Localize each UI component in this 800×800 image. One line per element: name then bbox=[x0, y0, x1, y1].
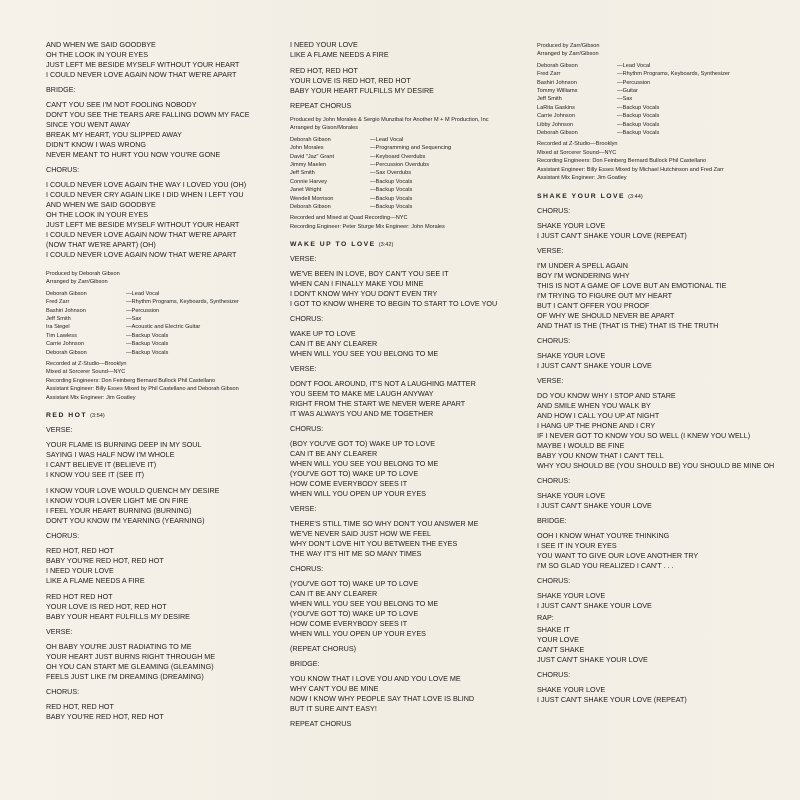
personnel-name: Deborah Gibson bbox=[290, 136, 331, 143]
text-line: NEVER MEANT TO HURT YOU NOW YOU'RE GONE bbox=[46, 150, 221, 159]
text-line: DON'T YOU KNOW I'M YEARNING (YEARNING) bbox=[46, 516, 205, 526]
section-label: CHORUS: bbox=[46, 531, 80, 541]
text-line: I NEED YOUR LOVE bbox=[290, 40, 358, 49]
text-line: SAYING I WAS HALF NOW I'M WHOLE bbox=[46, 450, 175, 460]
personnel-name: Jeff Smith bbox=[290, 170, 315, 177]
lyrics-block bbox=[46, 180, 282, 260]
section-label: VERSE: bbox=[46, 627, 73, 637]
personnel-role: —Percussion bbox=[617, 79, 651, 86]
section-label: CHORUS: bbox=[290, 314, 324, 324]
personnel-row bbox=[290, 161, 451, 169]
text-line: I KNOW YOU SEE IT (SEE IT) bbox=[46, 470, 144, 480]
section-label: RAP: bbox=[537, 612, 554, 622]
text-line: I COULD NEVER LOVE AGAIN THE WAY I LOVED YOU (OH) bbox=[46, 180, 247, 189]
text-line: AND THAT IS THE (THAT IS THE) THAT IS THE TRUTH bbox=[537, 320, 719, 330]
text-line: OOH I KNOW WHAT YOU'RE THINKING bbox=[537, 530, 670, 540]
lyrics-block bbox=[537, 491, 793, 511]
song-duration: (3:42) bbox=[378, 242, 394, 249]
text-line: I JUST CAN'T SHAKE YOUR LOVE (REPEAT) bbox=[537, 230, 687, 240]
personnel-row bbox=[290, 195, 451, 203]
personnel-role: —Rhythm Programs, Keyboards, Synthesizer bbox=[126, 299, 239, 306]
personnel-name: David "Jaz" Grant bbox=[290, 153, 335, 160]
text-line: Arranged by Zarr/Gibson bbox=[46, 279, 108, 286]
text-line: I COULD NEVER LOVE AGAIN NOW THAT WE'RE APART bbox=[46, 250, 237, 259]
text-line: IT WAS ALWAYS YOU AND ME TOGETHER bbox=[290, 409, 434, 419]
text-line: THIS IS NOT A GAME OF LOVE BUT AN EMOTIONAL TIE bbox=[537, 280, 727, 290]
song-title: RED HOT (3:54) bbox=[46, 412, 105, 420]
personnel-name: Deborah Gibson bbox=[290, 204, 331, 211]
text-line: CAN'T SHAKE bbox=[537, 644, 585, 654]
text-line: BOY I'M WONDERING WHY bbox=[537, 270, 630, 280]
personnel-role: —Sax bbox=[617, 96, 633, 103]
personnel-name: Tommy Williams bbox=[537, 88, 578, 95]
repeat-chorus: (REPEAT CHORUS) bbox=[290, 644, 357, 654]
text-line: Recording Engineers: Don Feinberg Bernard Bullock Phil Castellano bbox=[46, 377, 216, 384]
personnel-row bbox=[537, 95, 730, 103]
section-label: CHORUS: bbox=[537, 575, 571, 585]
text-line: RIGHT FROM THE START WE NEVER WERE APART bbox=[290, 399, 466, 409]
credits-block bbox=[537, 140, 793, 182]
text-line: FEELS JUST LIKE I'M DREAMING (DREAMING) bbox=[46, 672, 204, 682]
text-line: BABY YOU'RE RED HOT, RED HOT bbox=[46, 712, 164, 722]
text-line: JUST LEFT ME BESIDE MYSELF WITHOUT YOUR HEART bbox=[46, 60, 240, 69]
personnel-row bbox=[537, 112, 730, 120]
credits-block bbox=[46, 360, 282, 402]
lyrics-block bbox=[46, 546, 282, 586]
personnel-row bbox=[290, 144, 451, 152]
personnel-name: Jeff Smith bbox=[537, 96, 562, 103]
lyrics-block bbox=[537, 391, 793, 471]
personnel-role: —Backup Vocals bbox=[370, 187, 413, 194]
personnel-row bbox=[46, 298, 239, 306]
repeat-chorus: REPEAT CHORUS bbox=[290, 101, 352, 110]
section-label: VERSE: bbox=[537, 245, 564, 255]
text-line: I CAN'T BELIEVE IT (BELIEVE IT) bbox=[46, 460, 157, 470]
personnel-name: Carrie Johnson bbox=[537, 113, 575, 120]
text-line: DON'T YOU SEE THE TEARS ARE FALLING DOWN MY FACE bbox=[46, 110, 250, 119]
personnel-role: —Backup Vocals bbox=[126, 332, 169, 339]
personnel-role: —Backup Vocals bbox=[617, 113, 660, 120]
song-title: SHAKE YOUR LOVE (3:44) bbox=[537, 192, 643, 200]
text-line: SHAKE YOUR LOVE bbox=[537, 220, 606, 230]
credits-block bbox=[290, 116, 530, 133]
text-line: OF WHY WE SHOULD NEVER BE APART bbox=[537, 310, 675, 320]
text-line: WHEN CAN I FINALLY MAKE YOU MINE bbox=[290, 279, 424, 289]
text-line: SHAKE YOUR LOVE bbox=[537, 350, 606, 360]
lyrics-block bbox=[290, 579, 530, 639]
text-line: WE'VE NEVER SAID JUST HOW WE FEEL bbox=[290, 529, 432, 539]
personnel-role: —Backup Vocals bbox=[370, 195, 413, 202]
text-line: (NOW THAT WE'RE APART) (OH) bbox=[46, 240, 156, 249]
text-line: (YOU'VE GOT TO) WAKE UP TO LOVE bbox=[290, 469, 419, 479]
text-line: THE WAY IT'S HIT ME SO MANY TIMES bbox=[290, 549, 422, 559]
column-middle bbox=[290, 40, 530, 734]
text-line: AND WHEN WE SAID GOODBYE bbox=[46, 40, 156, 49]
text-line: I COULD NEVER LOVE AGAIN NOW THAT WE'RE APART bbox=[46, 70, 237, 79]
text-line: RED HOT RED HOT bbox=[46, 592, 113, 602]
section-label: CHORUS: bbox=[537, 475, 571, 485]
personnel-table bbox=[537, 62, 730, 138]
personnel-row bbox=[290, 203, 451, 211]
lyrics-block bbox=[46, 100, 282, 160]
personnel-table bbox=[46, 290, 239, 357]
personnel-row bbox=[290, 169, 451, 177]
personnel-name: Janet Wright bbox=[290, 187, 322, 194]
text-line: YOUR LOVE bbox=[537, 634, 579, 644]
personnel-role: —Backup Vocals bbox=[126, 341, 169, 348]
text-line: Arranged by Gison/Morales bbox=[290, 125, 359, 132]
personnel-name: Fred Zarr bbox=[46, 299, 70, 306]
personnel-row bbox=[537, 87, 730, 95]
text-line: Recorded at Z-Studio—Brooklyn bbox=[537, 141, 618, 148]
text-line: (YOU'VE GOT TO) WAKE UP TO LOVE bbox=[290, 579, 419, 589]
text-line: YOU SEEM TO MAKE ME LAUGH ANYWAY bbox=[290, 389, 434, 399]
personnel-name: Ira Siegel bbox=[46, 324, 70, 331]
text-line: I FEEL YOUR HEART BURNING (BURNING) bbox=[46, 506, 192, 516]
section-label: VERSE: bbox=[290, 504, 317, 514]
text-line: I JUST CAN'T SHAKE YOUR LOVE bbox=[537, 500, 652, 510]
section-label: BRIDGE: bbox=[537, 515, 567, 525]
text-line: Produced by Deborah Gibson bbox=[46, 271, 120, 277]
text-line: HOW COME EVERYBODY SEES IT bbox=[290, 479, 408, 489]
section-label: CHORUS: bbox=[537, 335, 571, 345]
section-label: CHORUS: bbox=[537, 669, 571, 679]
text-line: BABY YOU'RE RED HOT, RED HOT bbox=[46, 556, 164, 566]
personnel-row bbox=[290, 136, 451, 144]
text-line: I JUST CAN'T SHAKE YOUR LOVE bbox=[537, 600, 652, 610]
text-line: DIDN'T KNOW I WAS WRONG bbox=[46, 140, 146, 149]
personnel-name: Deborah Gibson bbox=[46, 349, 87, 356]
text-line: SHAKE YOUR LOVE bbox=[537, 684, 606, 694]
personnel-row bbox=[46, 332, 239, 340]
text-line: CAN IT BE ANY CLEARER bbox=[290, 589, 378, 599]
text-line: WHEN WILL YOU SEE YOU BELONG TO ME bbox=[290, 599, 439, 609]
text-line: AND SMILE WHEN YOU WALK BY bbox=[537, 400, 651, 410]
text-line: AND HOW I CALL YOU UP AT NIGHT bbox=[537, 410, 660, 420]
section-label: VERSE: bbox=[537, 375, 564, 385]
personnel-name: Fred Zarr bbox=[537, 71, 561, 78]
text-line: WE'VE BEEN IN LOVE, BOY CAN'T YOU SEE IT bbox=[290, 269, 449, 279]
text-line: WHEN WILL YOU SEE YOU BELONG TO ME bbox=[290, 459, 439, 469]
lyrics-block bbox=[537, 591, 793, 611]
text-line: YOUR FLAME IS BURNING DEEP IN MY SOUL bbox=[46, 440, 202, 450]
personnel-name: Deborah Gibson bbox=[537, 130, 578, 137]
personnel-row bbox=[46, 349, 239, 357]
text-line: JUST LEFT ME BESIDE MYSELF WITHOUT YOUR HEART bbox=[46, 220, 240, 229]
personnel-role: —Sax Overdubs bbox=[370, 170, 412, 177]
text-line: Mixed at Sorcerer Sound—NYC bbox=[537, 149, 617, 156]
lyrics-block bbox=[46, 440, 282, 480]
lyrics-block bbox=[537, 221, 793, 241]
text-line: I KNOW YOUR LOVE WOULD QUENCH MY DESIRE bbox=[46, 486, 220, 496]
text-line: WHY CAN'T YOU BE MINE bbox=[290, 684, 379, 694]
personnel-role: —Guitar bbox=[617, 88, 638, 95]
column-left bbox=[46, 40, 282, 722]
text-line: YOU KNOW THAT I LOVE YOU AND YOU LOVE ME bbox=[290, 674, 461, 684]
personnel-name: Connie Harvey bbox=[290, 178, 327, 185]
personnel-role: —Backup Vocals bbox=[370, 204, 413, 211]
lyrics-block bbox=[290, 269, 530, 309]
lyrics-block bbox=[290, 379, 530, 419]
text-line: WHEN WILL YOU OPEN UP YOUR EYES bbox=[290, 489, 426, 499]
personnel-name: John Morales bbox=[290, 145, 324, 152]
lyrics-block bbox=[290, 439, 530, 499]
personnel-row bbox=[537, 129, 730, 137]
section-label: CHORUS: bbox=[290, 564, 324, 574]
text-line: I SEE IT IN YOUR EYES bbox=[537, 540, 617, 550]
text-line: I'M SO GLAD YOU REALIZED I CAN'T . . . bbox=[537, 560, 674, 570]
personnel-row bbox=[537, 62, 730, 70]
text-line: WAKE UP TO LOVE bbox=[290, 329, 356, 339]
text-line: OH THE LOOK IN YOUR EYES bbox=[46, 210, 148, 219]
personnel-name: Jeff Smith bbox=[46, 316, 71, 323]
personnel-role: —Lead Vocal bbox=[370, 136, 404, 143]
text-line: RED HOT, RED HOT bbox=[46, 546, 114, 556]
personnel-row bbox=[537, 121, 730, 129]
text-line: OH THE LOOK IN YOUR EYES bbox=[46, 50, 148, 59]
credits-block bbox=[46, 270, 282, 287]
section-label: BRIDGE: bbox=[46, 85, 76, 94]
text-line: Mixed at Sorcerer Sound—NYC bbox=[46, 369, 126, 376]
text-line: Arranged by Zarr/Gibson bbox=[537, 51, 599, 58]
section-label: CHORUS: bbox=[46, 165, 80, 174]
text-line: BABY YOUR HEART FULFILLS MY DESIRE bbox=[290, 86, 434, 95]
personnel-role: —Sax bbox=[126, 316, 142, 323]
personnel-name: Deborah Gibson bbox=[46, 290, 87, 297]
text-line: I GOT TO KNOW WHERE TO BEGIN TO START TO LOVE YOU bbox=[290, 299, 498, 309]
personnel-role: —Lead Vocal bbox=[617, 62, 651, 69]
text-line: BABY YOUR HEART FULFILLS MY DESIRE bbox=[46, 612, 190, 622]
personnel-name: Jimmy Maelen bbox=[290, 162, 327, 169]
personnel-row bbox=[46, 323, 239, 331]
text-line: YOU WANT TO GIVE OUR LOVE ANOTHER TRY bbox=[537, 550, 699, 560]
section-label: CHORUS: bbox=[46, 687, 80, 697]
text-line: Assistant Mix Engineer: Jim Goatley bbox=[537, 175, 627, 182]
personnel-name: Wendell Morrison bbox=[290, 195, 334, 202]
text-line: SHAKE YOUR LOVE bbox=[537, 490, 606, 500]
text-line: Recorded at Z-Studio—Brooklyn bbox=[46, 361, 127, 368]
personnel-name: LaRita Gaskins bbox=[537, 104, 575, 111]
text-line: MAYBE I WOULD BE FINE bbox=[537, 440, 625, 450]
personnel-name: Carrie Johnson bbox=[46, 341, 84, 348]
personnel-row bbox=[537, 70, 730, 78]
text-line: BUT IT SURE AIN'T EASY! bbox=[290, 704, 377, 714]
personnel-row bbox=[290, 153, 451, 161]
credits-block bbox=[537, 42, 793, 59]
text-line: JUST CAN'T SHAKE YOUR LOVE bbox=[537, 654, 648, 664]
personnel-role: —Acoustic and Electric Guitar bbox=[126, 324, 201, 331]
text-line: OH BABY YOU'RE JUST RADIATING TO ME bbox=[46, 642, 192, 652]
lyrics-block bbox=[537, 531, 793, 571]
song-duration: (3:54) bbox=[90, 413, 105, 420]
text-line: Assistant Engineer: Billy Esses Mixed by Michael Hutchinson and Fred Zarr bbox=[537, 166, 724, 173]
text-line: Produced by Zarr/Gibson bbox=[537, 43, 600, 49]
column-right bbox=[537, 40, 793, 705]
personnel-row bbox=[46, 290, 239, 298]
text-line: I NEED YOUR LOVE bbox=[46, 566, 114, 576]
repeat-chorus: REPEAT CHORUS bbox=[290, 719, 352, 729]
section-label: CHORUS: bbox=[537, 205, 571, 215]
personnel-role: —Percussion bbox=[126, 307, 160, 314]
text-line: SHAKE IT bbox=[537, 624, 570, 634]
lyrics-block bbox=[537, 351, 793, 371]
personnel-role: —Backup Vocals bbox=[126, 349, 169, 356]
text-line: I DON'T KNOW WHY YOU DON'T EVEN TRY bbox=[290, 289, 438, 299]
text-line: YOUR HEART JUST BURNS RIGHT THROUGH ME bbox=[46, 652, 216, 662]
section-label: CHORUS: bbox=[290, 424, 324, 434]
text-line: I KNOW YOUR LOVER LIGHT ME ON FIRE bbox=[46, 496, 189, 506]
text-line: I COULD NEVER LOVE AGAIN NOW THAT WE'RE APART bbox=[46, 230, 237, 239]
lyrics-block bbox=[537, 685, 793, 705]
personnel-role: —Backup Vocals bbox=[370, 178, 413, 185]
lyrics-block bbox=[46, 642, 282, 682]
personnel-name: Tim Lawless bbox=[46, 332, 77, 339]
text-line: WHY DON'T LOVE HIT YOU BETWEEN THE EYES bbox=[290, 539, 458, 549]
text-line: I COULD NEVER CRY AGAIN LIKE I DID WHEN I LEFT YOU bbox=[46, 190, 244, 199]
text-line: SHAKE YOUR LOVE bbox=[537, 590, 606, 600]
lyrics-block bbox=[290, 674, 530, 714]
text-line: CAN IT BE ANY CLEARER bbox=[290, 449, 378, 459]
personnel-row bbox=[46, 340, 239, 348]
personnel-role: —Percussion Overdubs bbox=[370, 162, 430, 169]
text-line: AND WHEN WE SAID GOODBYE bbox=[46, 200, 156, 209]
text-line: RED HOT, RED HOT bbox=[46, 702, 114, 712]
personnel-row bbox=[46, 315, 239, 323]
text-line: I HANG UP THE PHONE AND I CRY bbox=[537, 420, 656, 430]
lyrics-block bbox=[290, 40, 530, 60]
text-line: LIKE A FLAME NEEDS A FIRE bbox=[46, 576, 145, 586]
text-line: DON'T FOOL AROUND, IT'S NOT A LAUGHING MATTER bbox=[290, 379, 476, 389]
personnel-role: —Rhythm Programs, Keyboards, Synthesizer bbox=[617, 71, 730, 78]
personnel-table bbox=[290, 136, 451, 212]
personnel-role: —Backup Vocals bbox=[617, 130, 660, 137]
lyrics-block bbox=[46, 486, 282, 526]
section-label: VERSE: bbox=[290, 364, 317, 374]
personnel-row bbox=[537, 104, 730, 112]
personnel-row bbox=[46, 307, 239, 315]
text-line: WHEN WILL YOU OPEN UP YOUR EYES bbox=[290, 629, 426, 639]
personnel-name: Bashiri Johnson bbox=[537, 79, 577, 86]
text-line: OH YOU CAN START ME GLEAMING (GLEAMING) bbox=[46, 662, 214, 672]
text-line: NOW I KNOW WHY PEOPLE SAY THAT LOVE IS BLIND bbox=[290, 694, 475, 704]
text-line: SINCE YOU WENT AWAY bbox=[46, 120, 131, 129]
personnel-row bbox=[290, 186, 451, 194]
lyrics-block bbox=[537, 261, 793, 331]
section-label: BRIDGE: bbox=[290, 659, 320, 669]
lyrics-block bbox=[46, 702, 282, 722]
text-line: I'M TRYING TO FIGURE OUT MY HEART bbox=[537, 290, 673, 300]
lyrics-block bbox=[46, 592, 282, 622]
text-line: BREAK MY HEART, YOU SLIPPED AWAY bbox=[46, 130, 182, 139]
personnel-role: —Backup Vocals bbox=[617, 121, 660, 128]
personnel-role: —Backup Vocals bbox=[617, 104, 660, 111]
lyrics-block bbox=[290, 519, 530, 559]
lyrics-block bbox=[537, 625, 793, 665]
text-line: WHEN WILL YOU SEE YOU BELONG TO ME bbox=[290, 349, 439, 359]
text-line: I JUST CAN'T SHAKE YOUR LOVE bbox=[537, 360, 652, 370]
text-line: Recording Engineers: Don Feinberg Bernard Bullock Phil Castellano bbox=[537, 158, 707, 165]
text-line: WHY YOU SHOULD BE (YOU SHOULD BE) YOU SHOULD BE MINE OH bbox=[537, 460, 775, 470]
personnel-row bbox=[537, 79, 730, 87]
text-line: Produced by John Morales & Sergio Munzibai for Another M + M Production, Inc bbox=[290, 117, 489, 123]
text-line: Assistant Mix Engineer: Jim Goatley bbox=[46, 394, 136, 401]
text-line: LIKE A FLAME NEEDS A FIRE bbox=[290, 50, 389, 59]
section-label: VERSE: bbox=[290, 254, 317, 264]
text-line: RED HOT, RED HOT bbox=[290, 66, 358, 75]
lyrics-block bbox=[290, 66, 530, 96]
personnel-role: —Keyboard Overdubs bbox=[370, 153, 426, 160]
personnel-name: Deborah Gibson bbox=[537, 62, 578, 69]
section-label: VERSE: bbox=[46, 425, 73, 435]
personnel-name: Libby Johnson bbox=[537, 121, 574, 128]
text-line: HOW COME EVERYBODY SEES IT bbox=[290, 619, 408, 629]
text-line: CAN'T YOU SEE I'M NOT FOOLING NOBODY bbox=[46, 100, 197, 109]
text-line: CAN IT BE ANY CLEARER bbox=[290, 339, 378, 349]
text-line: (YOU'VE GOT TO) WAKE UP TO LOVE bbox=[290, 609, 419, 619]
text-line: BABY YOU KNOW THAT I CAN'T TELL bbox=[537, 450, 664, 460]
personnel-role: —Lead Vocal bbox=[126, 290, 160, 297]
song-duration: (3:44) bbox=[628, 193, 643, 200]
text-line: Recording Engineer: Peter Sturge Mix Engineer: John Morales bbox=[290, 223, 445, 230]
text-line: Recorded and Mixed at Quad Recording—NYC bbox=[290, 215, 408, 222]
text-line: IF I NEVER GOT TO KNOW YOU SO WELL (I KNEW YOU WELL) bbox=[537, 430, 751, 440]
text-line: BUT I CAN'T OFFER YOU PROOF bbox=[537, 300, 650, 310]
text-line: I JUST CAN'T SHAKE YOUR LOVE (REPEAT) bbox=[537, 694, 687, 704]
text-line: THERE'S STILL TIME SO WHY DON'T YOU ANSWER ME bbox=[290, 519, 479, 529]
personnel-name: Bashiri Johnson bbox=[46, 307, 86, 314]
text-line: I'M UNDER A SPELL AGAIN bbox=[537, 260, 628, 270]
lyrics-block bbox=[290, 329, 530, 359]
personnel-row bbox=[290, 178, 451, 186]
text-line: DO YOU KNOW WHY I STOP AND STARE bbox=[537, 390, 676, 400]
credits-block bbox=[290, 214, 530, 231]
text-line: YOUR LOVE IS RED HOT, RED HOT bbox=[46, 602, 167, 612]
text-line: YOUR LOVE IS RED HOT, RED HOT bbox=[290, 76, 411, 85]
personnel-role: —Programming and Sequencing bbox=[370, 145, 452, 152]
lyrics-block bbox=[46, 40, 282, 80]
text-line: Assistant Engineer: Billy Esses Mixed by Phil Castellano and Deborah Gibson bbox=[46, 386, 239, 393]
text-line: (BOY YOU'VE GOT TO) WAKE UP TO LOVE bbox=[290, 439, 436, 449]
song-title: WAKE UP TO LOVE (3:42) bbox=[290, 241, 394, 249]
